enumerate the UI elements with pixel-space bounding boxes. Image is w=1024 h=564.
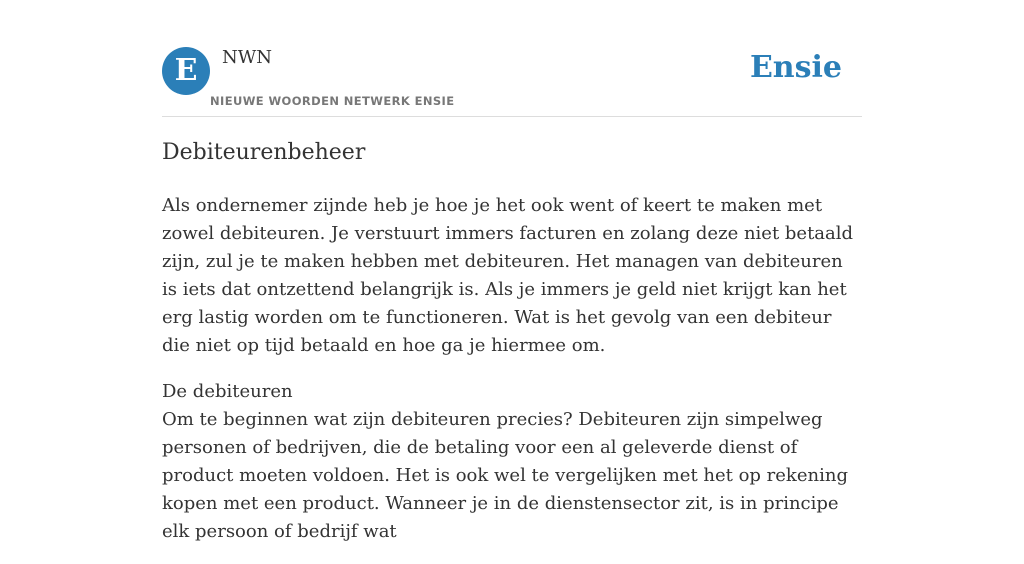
brand-logo[interactable]: Ensie [749, 50, 842, 85]
ensie-logo[interactable]: E [162, 47, 210, 95]
site-header [162, 46, 862, 117]
site-subtitle: NIEUWE WOORDEN NETWERK ENSIE [210, 94, 455, 108]
page-title: Debiteurenbeheer [162, 140, 366, 165]
site-name[interactable]: NWN [222, 47, 273, 68]
intro-paragraph: Als ondernemer zijnde heb je hoe je het ook went of keert te maken met zowel debiteuren. Je verstuurt immers facturen en zolang deze niet betaald zijn, zul je te maken hebben met debiteuren. Het managen van debiteuren is iets dat ontzettend belangrijk is. Als je immers je geld niet krijgt kan het erg lastig worden om te functioneren. Wat is het gevolg van een debiteur die niet op tijd betaald en hoe ga je hiermee om. [162, 195, 854, 356]
section [162, 378, 862, 546]
section-heading: De debiteuren [162, 381, 293, 402]
section-paragraph: Om te beginnen wat zijn debiteuren precies? Debiteuren zijn simpelweg personen of bedrijven, die de betaling voor een al geleverde dienst of product moeten voldoen. Het is ook wel te vergelijken met het op rekening kopen met een product. Wanneer je in de dienstensector zit, is in principe elk persoon of bedrijf wat [162, 409, 848, 542]
article-body [162, 192, 862, 564]
